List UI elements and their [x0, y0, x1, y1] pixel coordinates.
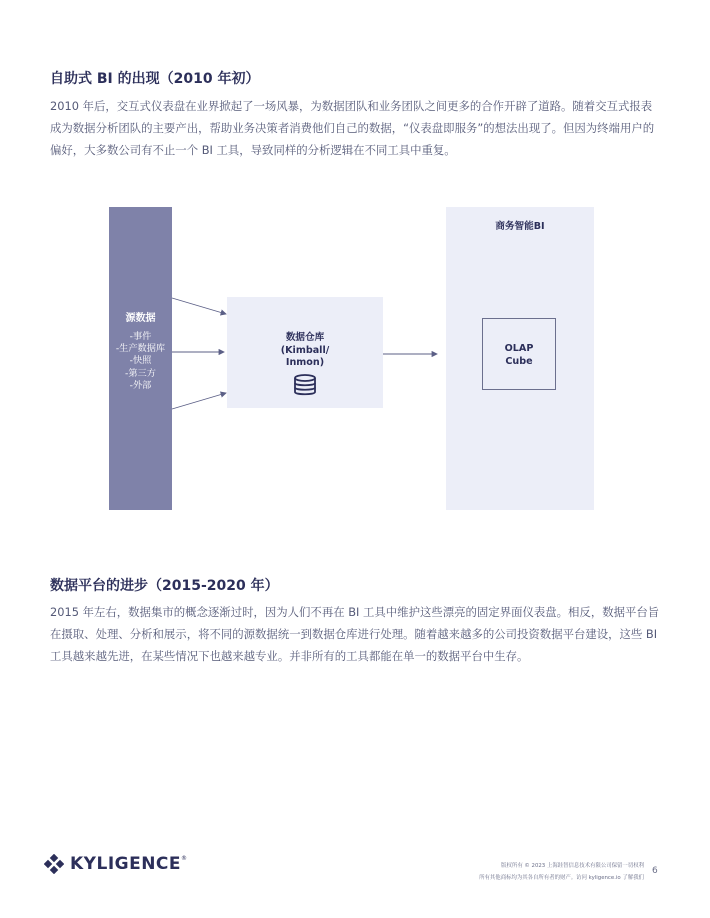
section-heading-data-platform: 数据平台的进步（2015-2020 年）: [50, 578, 279, 594]
source-item: -外部: [129, 379, 152, 391]
data-warehouse-title-line: 数据仓库: [285, 332, 325, 343]
section-paragraph-self-service-bi: 2010 年后，交互式仪表盘在业界掀起了一场风暴，为数据团队和业务团队之间更多的合作开辟了道路。随着交互式报表成为数据分析团队的主要产出，帮助业务决策者消费他们自己的数据，“仪表盘即服务”的想法出现了。但因为终端用户的偏好，大多数公司有不止一个 BI 工具，导致同样的分析逻辑在不同工具中重复。: [50, 99, 655, 157]
kyligence-logo: [44, 854, 187, 874]
business-intelligence-title: 商务智能BI: [495, 221, 545, 232]
page-number: 6: [652, 866, 658, 876]
source-data-title: 源数据: [125, 313, 156, 324]
arrow-source-to-warehouse-bottom: [172, 393, 226, 409]
kyligence-logo-icon: [44, 854, 64, 874]
registered-mark: ®: [181, 855, 188, 862]
copyright-line: 所有其他商标均为其各自所有者的财产。访问 kyligence.io 了解我们: [479, 875, 644, 881]
arrow-source-to-warehouse-top: [172, 298, 226, 314]
copyright-line: 版权所有 © 2023 上海跬智信息技术有限公司保留一切权利: [501, 863, 644, 869]
source-item: -快照: [129, 355, 152, 367]
data-warehouse-title-line: Inmon): [285, 357, 325, 368]
source-item: -生产数据库: [115, 343, 166, 355]
source-item: -第三方: [125, 367, 156, 379]
data-warehouse-title-line: (Kimball/: [280, 344, 330, 356]
olap-cube-label-line: OLAP: [504, 343, 534, 354]
source-item: -事件: [129, 331, 152, 342]
olap-cube-label-line: Cube: [505, 355, 533, 367]
section-paragraph-data-platform: 2015 年左右，数据集市的概念逐渐过时，因为人们不再在 BI 工具中维护这些漂亮的固定界面仪表盘。相反，数据平台旨在摄取、处理、分析和展示，将不同的源数据统一到数据仓库进行处理。随着越来越多的公司投资数据平台建设，这些 BI 工具越来越先进，在某些情况下也越来越专业。并非所有的工具都能在单一的数据平台中生存。: [50, 605, 660, 663]
kyligence-logo-text: KYLIGENCE: [70, 854, 182, 874]
section-heading-self-service-bi: 自助式 BI 的出现（2010 年初）: [50, 71, 260, 87]
